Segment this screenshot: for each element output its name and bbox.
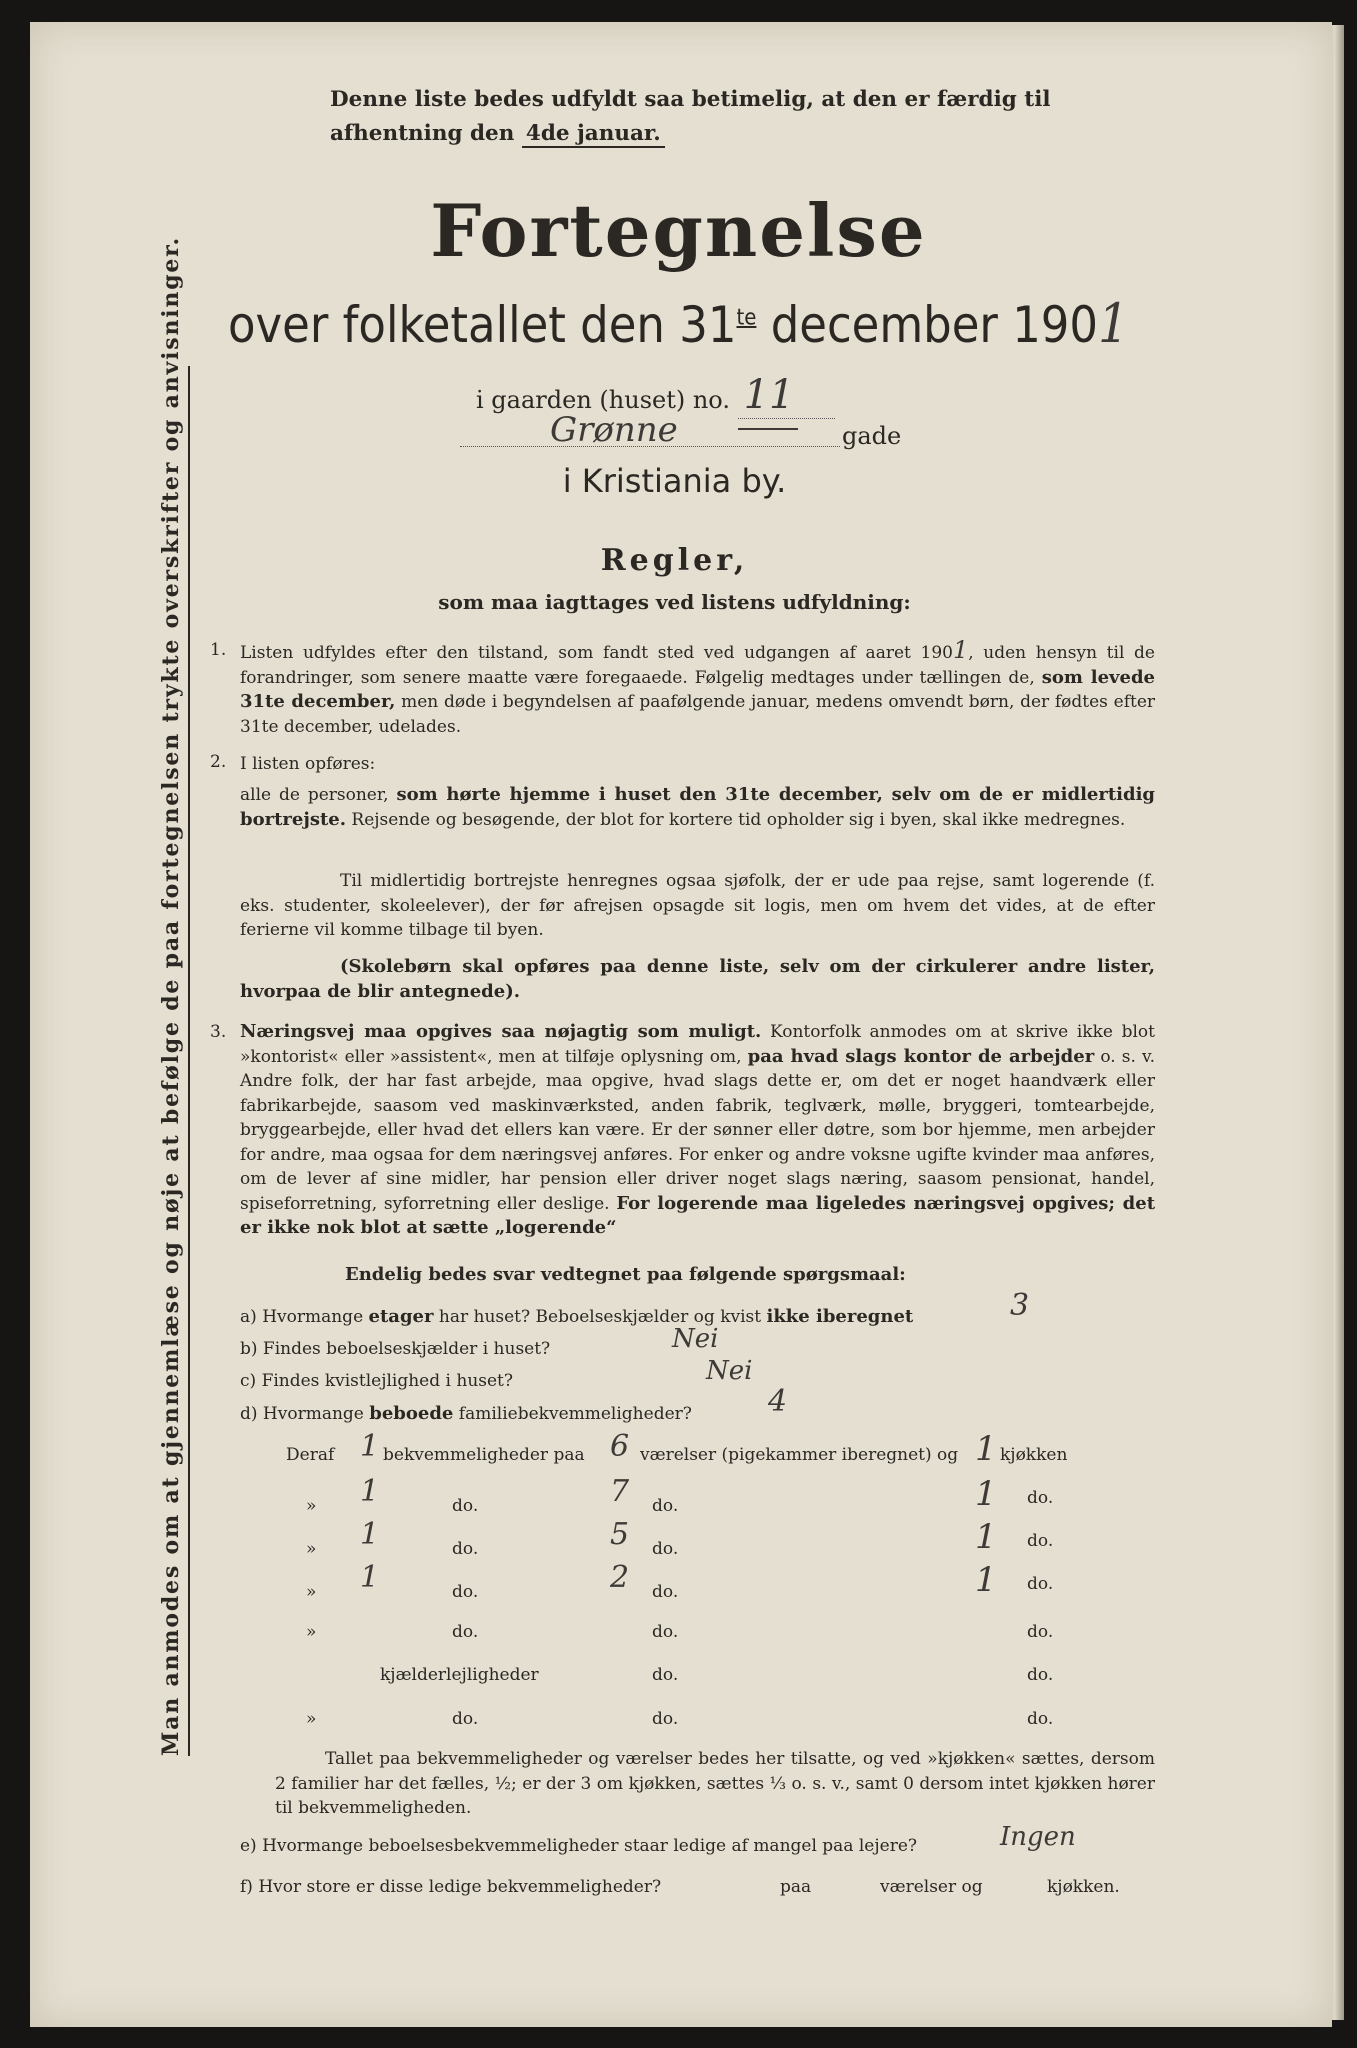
question-a-text: Hvormange [262, 1307, 364, 1327]
question-a-bold2: ikke iberegnet [766, 1306, 914, 1327]
answer-d: 4 [768, 1384, 788, 1419]
rule2-number: 2. [210, 752, 227, 772]
rule1-text [240, 638, 1155, 739]
rule2-paragraph3: (Skolebørn skal opføres paa denne liste, selv om der cirkulerer andre lister, hvorpaa de blir antegnede). [240, 956, 1155, 1002]
dwelling-rooms: 2 [610, 1560, 630, 1595]
house-number: 11 [738, 372, 835, 419]
subtitle-sup: te [736, 305, 757, 331]
dwelling-kitchen: 1 [975, 1429, 997, 1469]
city-line: i Kristiania by. [562, 462, 787, 500]
do-rooms: do. [652, 1582, 679, 1602]
question-e [240, 1836, 917, 1856]
quote-mark: » [306, 1539, 317, 1559]
table-rooms-label: værelser (pigekammer iberegnet) og [640, 1445, 959, 1465]
street-dash [738, 428, 798, 430]
question-e-label: e) [240, 1836, 257, 1856]
question-f-paa: paa [780, 1877, 812, 1897]
do-kitchen: do. [1027, 1622, 1054, 1642]
do-kitchen: do. [1027, 1488, 1054, 1508]
quote-mark: » [306, 1709, 317, 1729]
question-e-text: Hvormange beboelsesbekvemmeligheder staar ledige af mangel paa lejere? [262, 1836, 917, 1856]
dwelling-kitchen: 1 [975, 1560, 997, 1600]
quote-mark: » [306, 1582, 317, 1602]
house-label: i gaarden (huset) no. [476, 386, 730, 414]
rule2-paragraph2: Til midlertidig bortrejste henregnes ogsaa sjøfolk, der er ude paa rejse, samt logerende (f. eks. studenter, skoleelever), der før afrejsen opsagde sit logis, men om hvem det vides, at de efter ferierne vil komme tilbage til byen. [240, 871, 1155, 940]
question-a [240, 1306, 913, 1327]
dwelling-kitchen: 1 [975, 1517, 997, 1557]
question-c [240, 1371, 513, 1391]
dwelling-count: 1 [360, 1429, 380, 1464]
question-f [240, 1877, 661, 1897]
question-a-text2: har huset? Beboelseskjælder og kvist [438, 1307, 762, 1327]
dwelling-rooms: 6 [610, 1429, 630, 1464]
do-count: do. [452, 1496, 479, 1516]
rule3-number: 3. [210, 1022, 227, 1042]
rule1-bold: som levede 31te december, [240, 666, 1155, 712]
title-text: Fortegnelse [430, 188, 927, 273]
rule2-bold: som hørte hjemme i huset den 31te december, selv om de er midlertidig bortrejste. [240, 784, 1156, 830]
question-a-label: a) [240, 1307, 257, 1327]
do-rooms: do. [652, 1665, 679, 1685]
dwelling-rooms: 7 [610, 1474, 630, 1509]
rule1-number: 1. [210, 640, 227, 660]
do-kitchen: do. [1027, 1531, 1054, 1551]
street-dotted-line [460, 446, 840, 447]
question-f-text: Hvor store er disse ledige bekvemmeligheder? [258, 1877, 662, 1897]
table-mid-label: bekvemmeligheder paa [383, 1445, 585, 1465]
rule2-part-a: alle de personer, [240, 785, 389, 805]
do-rooms: do. [652, 1622, 679, 1642]
question-d-label: d) [240, 1404, 258, 1424]
answer-a: 3 [1010, 1288, 1030, 1323]
dwelling-count: 1 [360, 1560, 380, 1595]
do-rooms: do. [652, 1539, 679, 1559]
do-count: do. [452, 1709, 479, 1729]
delivery-notice [330, 83, 1150, 151]
form-title [0, 188, 1357, 273]
rules-subheading: som maa iagttages ved listens udfyldning: [438, 590, 911, 614]
do-kitchen: do. [1027, 1665, 1054, 1685]
question-b-label: b) [240, 1339, 258, 1359]
question-f-label: f) [240, 1877, 253, 1897]
form-subtitle [0, 292, 1357, 355]
question-a-bold: etager [368, 1306, 434, 1327]
do-rooms: do. [652, 1709, 679, 1729]
rule1-year: 1 [952, 636, 969, 664]
dwelling-kitchen: 1 [975, 1474, 997, 1514]
notice-line1: Denne liste bedes udfyldt saa betimelig, at den er færdig til [330, 87, 1051, 112]
question-f-rooms: værelser og [880, 1877, 983, 1897]
question-d-bold: beboede [369, 1403, 454, 1424]
question-d [240, 1403, 692, 1424]
do-kitchen: do. [1027, 1574, 1054, 1594]
question-d-text: Hvormange [262, 1404, 364, 1424]
rule1-part-b: , uden hensyn til de forandringer, som senere maatte være foregaaede. Følgelig medtages under tællingen de, [240, 643, 1155, 688]
answer-e: Ingen [1000, 1822, 1076, 1852]
year-handwritten: 1 [1098, 292, 1129, 355]
rule3-bold2: paa hvad slags kontor de arbejder [747, 1045, 1095, 1067]
rule3-bold3: For logerende maa ligeledes næringsvej opgives; det er ikke nok blot at sætte „logerende“ [240, 1192, 1156, 1238]
do-kitchen: do. [1027, 1709, 1054, 1729]
rule1-part-a: Listen udfyldes efter den tilstand, som fandt sted ved udgangen af aaret 190 [240, 643, 953, 663]
street-line [460, 410, 902, 454]
rule3-bold1: Næringsvej maa opgives saa nøjagtig som muligt. [240, 1021, 762, 1042]
do-count: do. [452, 1582, 479, 1602]
do-rooms: do. [652, 1496, 679, 1516]
table-prefix: Deraf [286, 1445, 335, 1465]
cellar-label: kjælderlejligheder [380, 1665, 539, 1685]
dwelling-count: 1 [360, 1474, 380, 1509]
question-d-text2: familiebekvemmeligheder? [458, 1404, 692, 1424]
rule3-text [240, 1020, 1155, 1241]
question-b-text: Findes beboelseskjælder i huset? [262, 1339, 551, 1359]
notice-date: 4de januar. [522, 121, 665, 148]
subtitle-prefix: over folketallet den 31 [228, 296, 737, 354]
side-instruction: Man anmodes om at gjennemlæse og nøje at befølge de paa fortegnelsen trykte overskrifter og anvisninger. [154, 366, 190, 1756]
answer-b: Nei [672, 1324, 719, 1354]
rule2-head: I listen opføres: [240, 754, 376, 774]
rule3-part-a: Kontorfolk anmodes om at skrive ikke blot »kontorist« eller »assistent«, men at tilføje oplysning om, [240, 1022, 1155, 1067]
dwelling-rooms: 5 [610, 1517, 630, 1552]
question-b [240, 1339, 550, 1359]
question-f-kitchen: kjøkken. [1047, 1877, 1120, 1897]
rules-heading: Regler, [600, 543, 749, 578]
street-suffix: gade [842, 422, 902, 450]
do-count: do. [452, 1539, 479, 1559]
rule2-part-b: Rejsende og besøgende, der blot for kortere tid opholder sig i byen, skal ikke medregnes. [351, 809, 1126, 830]
dwelling-count: 1 [360, 1517, 380, 1552]
rule1-part-c: men døde i begyndelsen af paafølgende januar, medens omvendt børn, der fødtes efter 31te december, udelades. [240, 692, 1156, 737]
answer-c: Nei [706, 1356, 753, 1386]
questions-intro: Endelig bedes svar vedtegnet paa følgende spørgsmaal: [345, 1264, 906, 1285]
question-c-text: Findes kvistlejlighed i huset? [261, 1371, 514, 1391]
quote-mark: » [306, 1622, 317, 1642]
table-kitchen-label: kjøkken [1000, 1445, 1068, 1465]
question-c-label: c) [240, 1371, 257, 1391]
rule2-text [240, 783, 1155, 832]
street-handwritten: Grønne [550, 410, 678, 450]
table-note: Tallet paa bekvemmeligheder og værelser bedes her tilsatte, og ved »kjøkken« sættes, dersom 2 familier har det fælles, ½; er der 3 om kjøkken, sættes ⅓ o. s. v., samt 0 dersom intet kjøkken hører til bekvemmeligheden. [275, 1749, 1155, 1818]
notice-line2-prefix: afhentning den [330, 121, 515, 146]
do-count: do. [452, 1622, 479, 1642]
subtitle-suffix: december 190 [756, 296, 1099, 354]
rule3-part-b: o. s. v. Andre folk, der har fast arbejde, maa opgive, hvad slags dette er, om det er noget haandværk eller fabrikarbejde, saasom ved maskinværksted, anden fabrik, teglværk, mølle, bryggeri, tomtearbejde, bryggearbejde, eller hvad det ellers kan være. Er der sønner eller døtre, som bor hjemme, men arbejder for andre, maa ogsaa for dem næringsvej anføres. For enker og andre voksne ugifte kvinder maa anføres, om de lever af sine midler, har pension eller driver noget slags næring, saasom pensionat, handel, spiseforretning, syforretning eller deslige. [240, 1046, 1156, 1214]
quote-mark: » [306, 1496, 317, 1516]
